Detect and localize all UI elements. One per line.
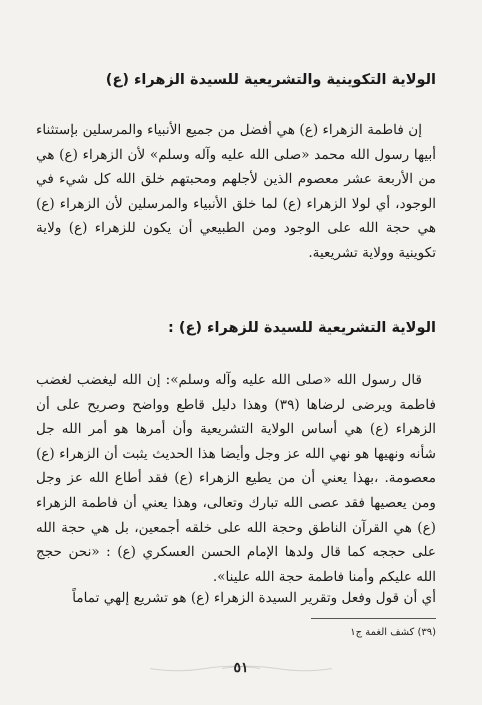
footnote: (٣٩) كشف الغمة ج١ [350, 627, 436, 638]
paragraph-2 [36, 368, 436, 589]
page-number: ٥١ [233, 660, 249, 676]
ornament-left [150, 664, 260, 673]
section-heading-1: الولاية التكوينية والتشريعية للسيدة الزهراء (ع) [105, 72, 436, 88]
paragraph-2-text: قال رسول الله «صلى الله عليه وآله وسلم»: إن الله ليغضب لغضب فاطمة ويرضى لرضاها (٣٩) وهذا دليل قاطع وواضح وصريح على أن الزهراء (ع) هي أساس الولاية التشريعية وأن أمرها هو أمر الله جل شأنه ونهيها هو نهي الله عز وجل وأيضا هذا الحديث يثبت أن الزهراء (ع) معصومة. ،بهذا يعني أن من يطيع الزهراء (ع) فقد أطاع الله عز وجل ومن يعصيها فقد عصى الله تبارك وتعالى، وهذا يعني أن فاطمة الزهراء (ع) هي القرآن الناطق وحجة الله على خلقه أجمعين، بل هي حجة الله على حججه كما قال ولدها الإمام الحسن العسكري (ع) : «نحن حجج الله عليكم وأمنا فاطمة حجة الله علينا». [36, 372, 436, 585]
paragraph-3-text: أي أن قول وفعل وتقرير السيدة الزهراء (ع) هو تشريع إلهي تماماً [72, 590, 436, 606]
section-heading-2: الولاية التشريعية للسيدة للزهراء (ع) : [167, 320, 436, 336]
paragraph-1-text: إن فاطمة الزهراء (ع) هي أفضل من جميع الأنبياء والمرسلين بإستثناء أبيها رسول الله محمد «صلى الله عليه وآله وسلم» لأن الزهراء (ع) هي من الأربعة عشر معصوم الذين لأجلهم ومحبتهم خلق الله كل شيء في الوجود، أي لولا الزهراء (ع) لما خلق الأنبياء والمرسلين لأن الزهراء (ع) هي حجة الله على الوجود ومن الطبيعي أن يكون للزهراء (ع) ولاية تكوينية وولاية تشريعية. [36, 122, 436, 261]
paragraph-1 [36, 118, 436, 266]
paragraph-3 [36, 586, 436, 611]
footnote-divider [311, 618, 436, 619]
